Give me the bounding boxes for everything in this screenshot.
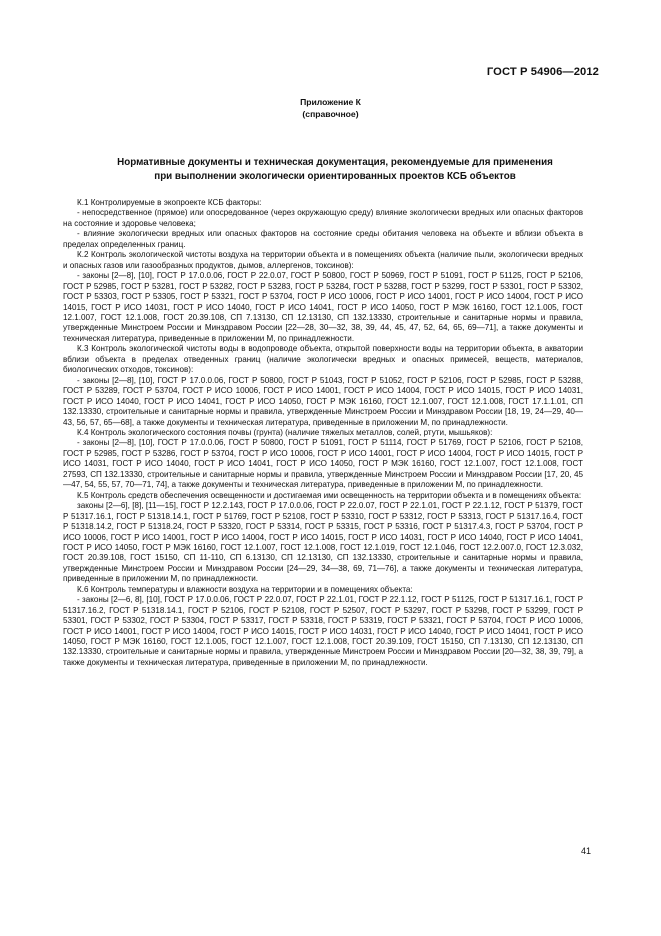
- paragraph-k5: К.5 Контроль средств обеспечения освещенности и достигаемая ими освещенность на территории объекта и в помещениях объекта:: [77, 490, 582, 500]
- appendix-title: Приложение К: [300, 97, 361, 107]
- paragraph-k4: К.4 Контроль экологического состояния почвы (грунта) (наличие тяжелых металлов, солей, ртути, мышьяков):: [77, 427, 493, 437]
- paragraph-k5-references: законы [2—6], [8], [11—15], ГОСТ Р 12.2.143, ГОСТ Р 17.0.0.06, ГОСТ Р 22.0.07, ГОСТ Р 22.1.01, ГОСТ Р 22.1.12, ГОСТ Р 51379, ГОСТ Р 51317.16.1, ГОСТ Р 51318.14.1, ГОСТ Р 51769, ГОСТ Р 52108, ГОСТ Р 53310, ГОСТ Р 53312, ГОСТ Р 53313, ГОСТ Р 51317.16.4, ГОСТ Р 51318.14.2, ГОСТ Р 51318.24, ГОСТ Р 53320, ГОСТ Р 53314, ГОСТ Р 53315, ГОСТ Р 53316, ГОСТ Р 51317.4.3, ГОСТ Р 53704, ГОСТ Р ИСО 10006, ГОСТ Р ИСО 14001, ГОСТ Р ИСО 14004, ГОСТ Р ИСО 14015, ГОСТ Р ИСО 14031, ГОСТ Р ИСО 14040, ГОСТ Р ИСО 14041, ГОСТ Р ИСО 14050, ГОСТ Р МЭК 16160, ГОСТ 12.1.007, ГОСТ 12.1.008, ГОСТ 12.1.019, ГОСТ 12.1.046, ГОСТ 12.2.007.0, ГОСТ 12.3.032, ГОСТ 20.39.108, ГОСТ 15150, СП 11-110, СП 6.13130, СП 12.13130, СП 132.13330, строительные и санитарные нормы и правила, утвержденные Минстроем России и Минздравом России [24—29, 34—38, 69, 71—76], а также документы и техническая литература, приведенные в приложении М, по принадлежности.: [63, 501, 583, 584]
- paragraph-k6-references: - законы [2—6, 8], [10], ГОСТ Р 17.0.0.06, ГОСТ Р 22.0.07, ГОСТ Р 22.1.01, ГОСТ Р 22.1.12, ГОСТ Р 51125, ГОСТ Р 51317.16.1, ГОСТ Р 51317.16.2, ГОСТ Р 51318.14.1, ГОСТ Р 52106, ГОСТ Р 52108, ГОСТ Р 52507, ГОСТ Р 53297, ГОСТ Р 53298, ГОСТ Р 53299, ГОСТ Р 53301, ГОСТ Р 53302, ГОСТ Р 53304, ГОСТ Р 53317, ГОСТ Р 53318, ГОСТ Р 53319, ГОСТ Р 53321, ГОСТ Р 53704, ГОСТ Р ИСО 10006, ГОСТ Р ИСО 14001, ГОСТ Р ИСО 14004, ГОСТ Р ИСО 14015, ГОСТ Р ИСО 14031, ГОСТ Р ИСО 14040, ГОСТ Р ИСО 14041, ГОСТ Р ИСО 14050, ГОСТ Р МЭК 16160, ГОСТ 12.1.005, ГОСТ 12.1.007, ГОСТ 12.1.008, ГОСТ 20.39.109, ГОСТ 15150, СП 7.13130, СП 12.13130, СП 132.13330, строительные и санитарные нормы и правила, утвержденные Минстроем России и Минздравом России [20—32, 38, 39, 79], а также документы и техническая литература, приведенные в приложении М, по принадлежности.: [63, 595, 583, 667]
- document-title-line-1: Нормативные документы и техническая документация, рекомендуемые для применения: [117, 157, 553, 168]
- paragraph-k2-references: - законы [2—8], [10], ГОСТ Р 17.0.0.06, ГОСТ Р 22.0.07, ГОСТ Р 50800, ГОСТ Р 50969, ГОСТ Р 51091, ГОСТ Р 51125, ГОСТ Р 52106, ГОСТ Р 52985, ГОСТ Р 53281, ГОСТ Р 53282, ГОСТ Р 53283, ГОСТ Р 53284, ГОСТ Р 53288, ГОСТ Р 53299, ГОСТ Р 53301, ГОСТ Р 53302, ГОСТ Р 53303, ГОСТ Р 53305, ГОСТ Р 53321, ГОСТ Р 53704, ГОСТ Р ИСО 10006, ГОСТ Р ИСО 14001, ГОСТ Р ИСО 14004, ГОСТ Р ИСО 14015, ГОСТ Р ИСО 14031, ГОСТ Р ИСО 14040, ГОСТ Р ИСО 14041, ГОСТ Р ИСО 14050, ГОСТ Р МЭК 16160, ГОСТ 12.1.005, ГОСТ 12.1.007, ГОСТ 12.1.008, ГОСТ 20.39.108, СП 7.13130, СП 12.13130, СП 132.13330, строительные и санитарные нормы и правила, утвержденные Минстроем России и Минздравом России [22—28, 30—32, 38, 39, 44, 45, 47, 52, 64, 65, 69—71], а также документы и техническая литература, приведенные в приложении М, по принадлежности.: [63, 271, 583, 343]
- standard-number: ГОСТ Р 54906—2012: [486, 66, 599, 78]
- paragraph-k1-item-2: - влияние экологически вредных или опасных факторов на состояние среды обитания человека на объекте и вблизи объекта в пределах определенных границ.: [63, 229, 583, 249]
- body-text: [63, 198, 583, 668]
- paragraph-k1-item-1: - непосредственное (прямое) или опосредованное (через окружающую среду) влияние экологически вредных или опасных факторов на состояние и здоровье человека;: [63, 208, 583, 228]
- paragraph-k2: К.2 Контроль экологической чистоты воздуха на территории объекта и в помещениях объекта (наличие пыли, экологически вредных и опасных газов или газообразных продуктов, дымов, аллергенов, токсинов):: [63, 250, 583, 270]
- appendix-subtitle: (справочное): [302, 109, 359, 119]
- paragraph-k4-references: - законы [2—8], [10], ГОСТ Р 17.0.0.06, ГОСТ Р 50800, ГОСТ Р 51091, ГОСТ Р 51114, ГОСТ Р 51769, ГОСТ Р 52106, ГОСТ Р 52108, ГОСТ Р 52985, ГОСТ Р 53286, ГОСТ Р 53704, ГОСТ Р ИСО 10006, ГОСТ Р ИСО 14001, ГОСТ Р ИСО 14004, ГОСТ Р ИСО 14015, ГОСТ Р ИСО 14031, ГОСТ Р ИСО 14040, ГОСТ Р ИСО 14041, ГОСТ Р ИСО 14050, ГОСТ Р МЭК 16160, ГОСТ 12.1.007, ГОСТ 12.1.008, ГОСТ 27593, СП 132.13330, строительные и санитарные нормы и правила, утвержденные Минстроем России и Минздравом России [17, 20, 45—47, 54, 55, 57, 70—71, 74], а также документы и техническая литература, приведенные в приложении М, по принадлежности.: [63, 438, 583, 490]
- paragraph-k6: К.6 Контроль температуры и влажности воздуха на территории и в помещениях объекта:: [77, 584, 413, 594]
- paragraph-k3-references: - законы [2—8], [10], ГОСТ Р 17.0.0.06, ГОСТ Р 50800, ГОСТ Р 51043, ГОСТ Р 51052, ГОСТ Р 52106, ГОСТ Р 52985, ГОСТ Р 53288, ГОСТ Р 53289, ГОСТ Р 53704, ГОСТ Р ИСО 10006, ГОСТ Р ИСО 14001, ГОСТ Р ИСО 14004, ГОСТ Р ИСО 14015, ГОСТ Р ИСО 14031, ГОСТ Р ИСО 14040, ГОСТ Р ИСО 14041, ГОСТ Р ИСО 14050, ГОСТ Р МЭК 16160, ГОСТ 12.1.007, ГОСТ 12.1.008, ГОСТ 17.1.1.01, СП 132.13330, строительные и санитарные нормы и правила, утвержденные Минстроем России и Минздравом России [18, 19, 24—29, 40—43, 56, 57, 65—68], а также документы и техническая литература, приведенные в приложении М, по принадлежности.: [63, 375, 583, 427]
- page-number: 41: [580, 846, 591, 856]
- document-title: [40, 156, 630, 183]
- paragraph-k1: К.1 Контролируемые в экопроекте КСБ факторы:: [77, 198, 262, 207]
- paragraph-k3: К.3 Контроль экологической чистоты воды в водопроводе объекта, открытой поверхности воды на территории объекта, в акватории вблизи объекта в пределах отведенных границ (наличие экологически вредных и опасных примесей, веществ, материалов, биологических отходов, токсинов):: [63, 344, 583, 375]
- document-title-line-2: при выполнении экологически ориентированных проектов КСБ объектов: [154, 170, 516, 182]
